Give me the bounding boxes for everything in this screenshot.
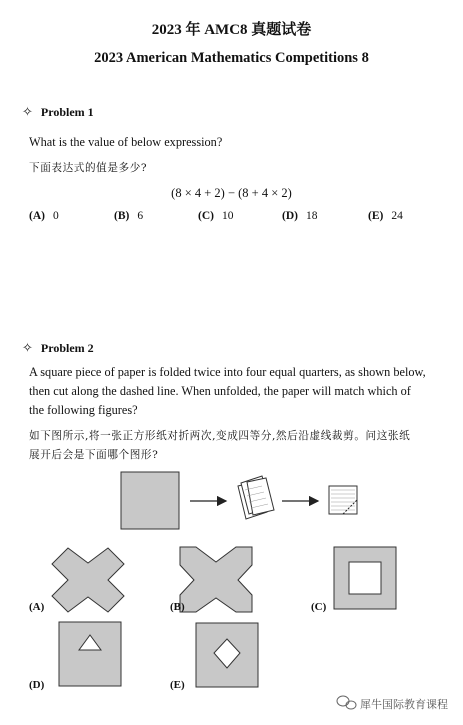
choice-label: (C) [198, 210, 214, 222]
folded-square-with-cut [329, 486, 357, 514]
unfolded-square [121, 472, 179, 529]
choice-value: 10 [221, 210, 234, 222]
option-b-label[interactable]: (B) [170, 601, 185, 613]
question-line: the following figures? [29, 403, 138, 417]
option-d-shape [59, 622, 121, 686]
choice-label: (B) [114, 210, 130, 222]
option-e-label[interactable]: (E) [170, 679, 185, 691]
question-line: A square piece of paper is folded twice into four equal quarters, as shown below, [29, 365, 426, 379]
option-b-shape [180, 547, 252, 612]
option-a-shape [52, 548, 124, 612]
choice-value: 0 [52, 210, 59, 222]
choice-value: 18 [305, 210, 318, 222]
page-title-cn: 2023 年 AMC8 真题试卷 [151, 22, 312, 38]
wechat-icon [337, 696, 356, 709]
problem-1-expression: (8 × 4 + 2) − (8 + 4 × 2) [171, 186, 292, 200]
choice-label: (E) [368, 210, 384, 222]
choice-value: 24 [391, 210, 403, 222]
watermark-text: 犀牛国际教育课程 [360, 698, 448, 711]
problem-1-question-cn: 下面表达式的值是多少? [29, 162, 148, 174]
question-line: then cut along the dashed line. When unfolded, the paper will match which of [29, 384, 411, 398]
problem-2-title: Problem 2 [40, 341, 94, 355]
choice-label: (A) [29, 210, 45, 222]
question-line: 展开后会是下面哪个图形? [29, 449, 159, 461]
problem-1-title: Problem 1 [40, 105, 94, 119]
folded-paper-icon [238, 476, 274, 519]
diamond-star-icon: ✧ [22, 104, 33, 119]
choice-value: 6 [137, 210, 144, 222]
question-line: 如下图所示,将一张正方形纸对折两次,变成四等分,然后沿虚线裁剪。问这张纸 [29, 430, 411, 442]
option-e-shape [196, 623, 258, 687]
diamond-star-icon: ✧ [22, 340, 33, 355]
option-c-label[interactable]: (C) [311, 601, 327, 613]
choice-label: (D) [282, 210, 298, 222]
option-a-label[interactable]: (A) [29, 601, 45, 613]
option-d-label[interactable]: (D) [29, 679, 45, 691]
page-title-en: 2023 American Mathematics Competitions 8 [94, 50, 369, 66]
problem-1-question-en: What is the value of below expression? [29, 135, 223, 149]
option-c-shape [334, 547, 396, 609]
